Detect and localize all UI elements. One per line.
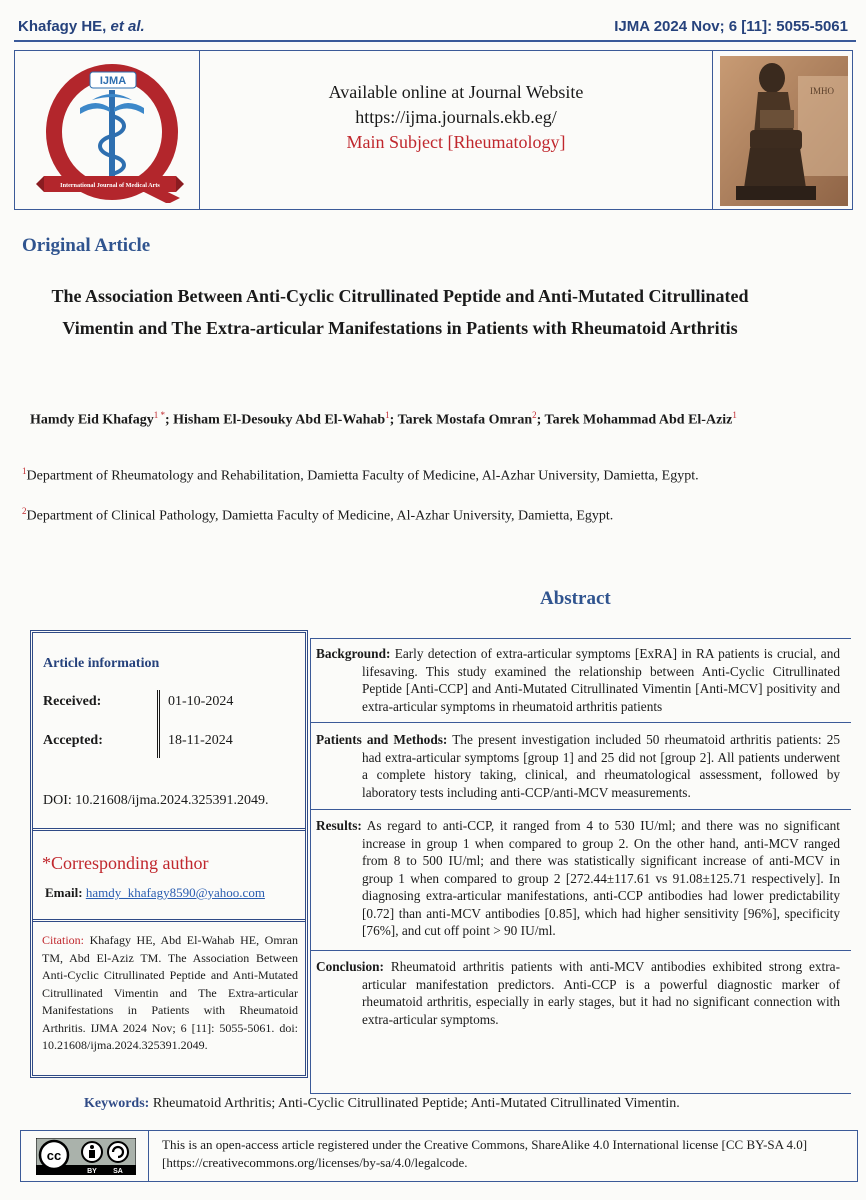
accepted-label: Accepted: — [43, 733, 103, 748]
by-label: BY — [87, 1168, 97, 1175]
license-divider — [148, 1130, 149, 1182]
author-affil-marker: 2 — [532, 410, 537, 420]
author-name: Hamdy Eid Khafagy — [30, 412, 154, 428]
citation-text: Khafagy HE, Abd El-Wahab HE, Omran TM, Abd El-Aziz TM. The Association Between Anti-Cyclic Citrullinated Peptide and Anti-Mutated Citrullinated Vimentin and The Extra-articular Manifestations in Patients with Rheumatoid Arthritis. IJMA 2024 Nov; 6 [11]: 5055-5061. doi: 10.21608/ijma.2024.325391.2049. — [42, 933, 299, 1052]
statue-label: IMHO — [810, 86, 834, 96]
received-date: 01-10-2024 — [168, 694, 234, 709]
title-line-2: Vimentin and The Extra-articular Manifestations in Patients with Rheumatoid Arthritis — [62, 318, 738, 338]
banner-divider-left — [199, 50, 200, 210]
author-list: Hamdy Eid Khafagy$^{1 *}$; Hisham El-Desouky Abd El-Wahab$^1$; Tarek Mostafa Omran$^2$; Tarek Mohammad Abd El-Aziz$^1$ — [30, 410, 737, 428]
journal-logo — [30, 58, 190, 203]
author-name: Tarek Mostafa Omran — [397, 412, 533, 428]
abstract-conclusion: Conclusion: Rheumatoid arthritis patients with anti-MCV antibodies exhibited strong extra-articular manifestation predictors. Anti-CCP is a powerful diagnostic marker of rheumatoid arthritis, especially in early stages, but it had no significant connection with extra-articular symptoms. — [316, 959, 840, 1027]
received-label: Received: — [43, 694, 102, 709]
info-separator — [33, 828, 305, 831]
abstract-separator — [311, 722, 851, 723]
running-header-journal-ref: IJMA 2024 Nov; 6 [11]: 5055-5061 — [614, 18, 848, 35]
email-link[interactable]: hamdy_khafagy8590@yahoo.com — [85, 885, 265, 900]
citation-label: Citation: — [42, 933, 84, 947]
abstract-heading: Abstract — [540, 588, 611, 609]
affiliation-2: $^2$Department of Clinical Pathology, Damietta Faculty of Medicine, Al-Azhar University, Damietta, Egypt. — [22, 506, 614, 524]
keywords-label: Keywords: — [84, 1096, 150, 1111]
abstract-background: Background: Early detection of extra-articular symptoms [ExRA] in RA patients is crucial, and lifesaving. This study examined the relationship between Anti-Cyclic Citrullinated Peptide [Anti-CCP] and Anti-Mutated Citrullinated Vimentin [Anti-MCV] positivity and extra-articular symptoms in rheumatoid arthritis patients — [316, 646, 840, 714]
running-header-author: Khafagy HE, et al. — [18, 18, 145, 35]
banner-divider-right — [712, 50, 713, 210]
main-subject: Main Subject [Rheumatology] — [346, 132, 566, 152]
dates-divider — [157, 690, 160, 758]
email-label: Email: — [45, 885, 83, 900]
author-affil-marker: 1 * — [153, 410, 165, 420]
cc-by-sa-badge — [36, 1138, 136, 1175]
article-title — [20, 280, 780, 344]
email-row — [45, 885, 265, 901]
citation — [42, 932, 298, 1055]
author-name: Tarek Mohammad Abd El-Aziz — [544, 412, 733, 428]
author-name: Hisham El-Desouky Abd El-Wahab — [173, 412, 386, 428]
statue-photo — [720, 56, 848, 206]
abstract-patients-methods: Patients and Methods: The present investigation included 50 rheumatoid arthritis patients: 25 had extra-articular symptoms [group 1] and 25 did not [group 2]. All patients underwent a complete history taking, clinical, and rheumatological assessment, followed by laboratory tests including anti-CCP/anti-MCV measurements. — [316, 732, 840, 800]
header-rule — [14, 40, 856, 42]
license-text: This is an open-access article registered under the Creative Commons, ShareAlike 4.0 International license [CC BY-SA 4.0] [https://creativecommons.org/licenses/by-sa/4.0/legalcode. — [162, 1137, 808, 1170]
journal-url[interactable]: https://ijma.journals.ekb.eg/ — [355, 107, 557, 127]
title-line-1: The Association Between Anti-Cyclic Citrullinated Peptide and Anti-Mutated Citrullinated — [51, 286, 749, 306]
logo-ribbon-text: International Journal of Medical Arts — [60, 182, 160, 189]
affiliation-1: $^1$Department of Rheumatology and Rehabilitation, Damietta Faculty of Medicine, Al-Azhar University, Damietta, Egypt. — [22, 466, 699, 484]
info-separator — [33, 919, 305, 922]
availability-note: Available online at Journal Website — [328, 82, 584, 102]
article-info-title: Article information — [43, 656, 160, 671]
doi[interactable]: DOI: 10.21608/ijma.2024.325391.2049. — [43, 793, 269, 808]
cc-icon: cc — [46, 1148, 62, 1163]
abstract-separator — [311, 950, 851, 951]
corresponding-author-heading: *Corresponding author — [42, 853, 209, 873]
sa-label: SA — [113, 1168, 123, 1175]
keywords — [84, 1096, 680, 1112]
keywords-text: Rheumatoid Arthritis; Anti-Cyclic Citrullinated Peptide; Anti-Mutated Citrullinated Vimentin. — [152, 1096, 680, 1111]
article-type: Original Article — [22, 235, 151, 256]
abstract-results: Results: As regard to anti-CCP, it ranged from 4 to 530 IU/ml; and there was no significant increase in group 1 when compared to group 2. On the other hand, anti-MCV ranged from 8 to 500 IU/ml; and there was statistically significant increase of anti-MCV in group 1 when compared to group 2 [272.44±117.61 vs 91.08±125.71 respectively]. In diagnosing extra-articular manifestations, anti-CCP antibodies had lower predictability [0.72] than anti-MCV antibodies [0.85], which had higher sensitivity [96%], specificity [76%], and cut off point > 90 IU/ml. — [316, 818, 840, 938]
author-affil-marker: 1 — [385, 410, 390, 420]
abstract-separator — [311, 809, 851, 810]
author-affil-marker: 1 — [732, 410, 737, 420]
logo-abbrev: IJMA — [99, 75, 127, 87]
accepted-date: 18-11-2024 — [168, 733, 233, 748]
by-icon — [90, 1145, 94, 1149]
